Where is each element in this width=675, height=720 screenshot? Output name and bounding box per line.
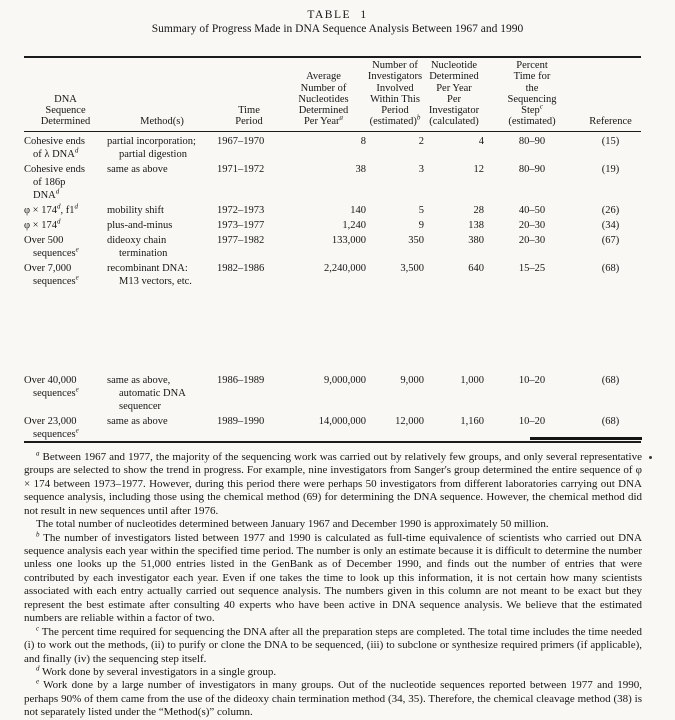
summary-table [24, 56, 641, 443]
cell-methods: plus-and-minus [107, 219, 173, 231]
superscript-note-mark: d [36, 664, 40, 673]
cell-ref: (68) [601, 415, 620, 427]
cell-methods: same as above, automatic DNA sequencer [107, 374, 186, 412]
cell-avg: 140 [350, 204, 366, 216]
superscript-note-mark: e [75, 273, 79, 282]
cell-dna: Cohesive ends of 186p DNA$^d$ [24, 163, 85, 201]
superscript-note-mark: c [36, 624, 40, 633]
cell-period: 1989–1990 [217, 415, 265, 427]
cell-nuc: 12 [473, 163, 484, 175]
cell-inv: 12,000 [395, 415, 424, 427]
superscript-note-mark: b [36, 529, 40, 538]
superscript-note-mark: a [339, 113, 344, 122]
superscript-note-mark: c [539, 102, 543, 111]
header-row [24, 57, 641, 131]
table-row [24, 372, 641, 413]
column-header-nuc: Nucleotide Determined Per Year Per Investigator (calculated) [424, 57, 484, 131]
superscript-note-mark: b [416, 113, 421, 122]
table-number-title: TABLE 1 [307, 9, 368, 21]
cell-avg: 2,240,000 [324, 262, 366, 274]
cell-nuc: 138 [468, 219, 484, 231]
cell-period: 1967–1970 [217, 135, 265, 147]
cell-methods: same as above [107, 415, 168, 427]
cell-pct: 15–25 [518, 262, 546, 274]
cell-nuc: 1,000 [460, 374, 484, 386]
footnote-paragraph: $^e$ Work done by a large number of investigators in many groups. Out of the nucleotide sequences reported between 1977 and 1990, perhaps 90% of them came from the use of the dideoxy chain termination method (34, 35). Therefore, the chemical cleavage method (38) is not separately listed under the “Method(s)” column. [24, 677, 642, 719]
cell-inv: 9,000 [400, 374, 424, 386]
cell-methods: recombinant DNA: M13 vectors, etc. [107, 262, 192, 287]
footnote-paragraph: $^d$ Work done by several investigators in a single group. [36, 664, 277, 679]
cell-dna: Over 7,000 sequences$^e$ [24, 262, 79, 287]
table-row [24, 131, 641, 161]
superscript-note-mark: e [36, 677, 40, 686]
column-header-period: Time Period [217, 57, 281, 131]
cell-pct: 80–90 [518, 135, 546, 147]
cell-pct: 40–50 [518, 204, 546, 216]
table-row [24, 161, 641, 202]
cell-dna: $\varphi \times 174^d$, f1$^d$ [24, 202, 78, 216]
superscript-note-mark: e [75, 426, 79, 435]
table-caption: Summary of Progress Made in DNA Sequence Analysis Between 1967 and 1990 [151, 23, 524, 35]
column-header-methods: Method(s) [107, 57, 217, 131]
cell-pct: 10–20 [518, 415, 546, 427]
cell-dna: Cohesive ends of λ DNA$^d$ [24, 135, 85, 160]
scan-artifact-bar [530, 437, 642, 440]
table-row [24, 217, 641, 232]
superscript-note-mark: a [36, 449, 40, 458]
cell-methods: same as above [107, 163, 168, 175]
footnote-paragraph: $^a$ Between 1967 and 1977, the majority of the sequencing work was carried out by relatively few groups, and only several representative groups are selected to show the trend in progress. For example, nine investigators from Sanger's group determined the entire sequence of φ × 174 between 1973–1977. However, during this period there were perhaps 50 investigators from different laboratories carrying out DNA sequence analysis, including those using the chemical method (69) for determining the DNA sequence. However, the chemical method did not result in new sequences until after 1976. [24, 449, 642, 517]
cell-ref: (68) [601, 374, 620, 386]
cell-avg: 133,000 [331, 234, 366, 246]
superscript-note-mark: d [74, 146, 79, 155]
superscript-note-mark: e [75, 385, 79, 394]
cell-ref: (26) [601, 204, 620, 216]
cell-period: 1971–1972 [217, 163, 265, 175]
footnotes-block [24, 451, 642, 720]
cell-nuc: 4 [478, 135, 484, 147]
cell-inv: 3,500 [400, 262, 424, 274]
cell-dna: Over 23,000 sequences$^e$ [24, 415, 79, 440]
table-body [24, 131, 641, 442]
column-header-dna: DNA Sequence Determined [24, 57, 107, 131]
cell-nuc: 640 [468, 262, 484, 274]
column-header-ref: Reference [580, 57, 641, 131]
cell-period: 1982–1986 [217, 262, 265, 274]
cell-dna: $\varphi \times 174^d$ [24, 217, 61, 231]
table-header [24, 57, 641, 131]
column-header-avg: Average Number of Nucleotides Determined Per Year$^a$ [281, 57, 366, 131]
footnote-paragraph: The total number of nucleotides determined between January 1967 and December 1990 is approximately 50 million. [36, 518, 549, 531]
cell-pct: 20–30 [518, 219, 546, 231]
cell-ref: (19) [601, 163, 620, 175]
superscript-note-mark: d [56, 202, 61, 211]
cell-inv: 3 [418, 163, 424, 175]
footnote-paragraph: $^c$ The percent time required for sequencing the DNA after all the preparation steps are completed. The total time includes the time needed (i) to work out the methods, (ii) to purify or clone the DNA to be sequenced, (iii) to subclone or synthesize required primers (if applicable), and finally (iv) the sequencing step itself. [24, 624, 642, 665]
footnote-paragraph: $^b$ The number of investigators listed between 1977 and 1990 is calculated as full-time equivalence of scientists who carried out DNA sequence analysis each year within the specified time period. The number is only an estimate because it is difficult to determine the number unless one looks up the 51,000 entries listed in the GenBank as of December 1990, and finds out the number of entries that were contributed by each investigator each year. Even if one takes the time to look up this information, it is not certain how many scientists associated with each entry actually carried out sequence analysis. The numbers given in this column are not meant to be exact but they represent the best estimate after consulting 40 experts who have been active in DNA sequence analysis. We believe that the estimated numbers are reliable within a factor of two. [24, 529, 642, 625]
cell-ref: (15) [601, 135, 620, 147]
cell-inv: 350 [408, 234, 424, 246]
table-row [24, 232, 641, 260]
cell-methods: partial incorporation; partial digestion [107, 135, 196, 160]
cell-pct: 10–20 [518, 374, 546, 386]
table-row [24, 202, 641, 217]
cell-nuc: 1,160 [460, 415, 484, 427]
superscript-note-mark: d [74, 202, 78, 211]
table-gap-row [24, 288, 641, 372]
cell-ref: (68) [601, 262, 620, 274]
cell-nuc: 380 [468, 234, 484, 246]
cell-ref: (67) [601, 234, 620, 246]
cell-period: 1972–1973 [217, 204, 265, 216]
table-row [24, 260, 641, 288]
cell-period: 1986–1989 [217, 374, 265, 386]
cell-avg: 14,000,000 [318, 415, 366, 427]
cell-ref: (34) [601, 219, 620, 231]
cell-nuc: 28 [473, 204, 484, 216]
scan-artifact-dot [649, 456, 652, 459]
cell-avg: 1,240 [342, 219, 366, 231]
cell-inv: 2 [418, 135, 424, 147]
cell-inv: 9 [418, 219, 424, 231]
superscript-note-mark: d [55, 187, 60, 196]
superscript-note-mark: d [56, 217, 61, 226]
cell-period: 1977–1982 [217, 234, 265, 246]
cell-methods: mobility shift [107, 204, 164, 216]
cell-methods: dideoxy chain termination [107, 234, 168, 259]
cell-avg: 9,000,000 [324, 374, 366, 386]
superscript-note-mark: e [75, 245, 79, 254]
cell-dna: Over 500 sequences$^e$ [24, 234, 79, 259]
column-header-inv: Number of Investigators Involved Within This Period (estimated)$^b$ [366, 57, 424, 131]
cell-inv: 5 [418, 204, 424, 216]
cell-pct: 80–90 [518, 163, 546, 175]
cell-period: 1973–1977 [217, 219, 265, 231]
cell-dna: Over 40,000 sequences$^e$ [24, 374, 79, 399]
cell-avg: 8 [360, 135, 366, 147]
cell-pct: 20–30 [518, 234, 546, 246]
cell-avg: 38 [355, 163, 366, 175]
column-header-pct: Percent Time for the Sequencing Step$^c$ (estimated) [484, 57, 580, 131]
